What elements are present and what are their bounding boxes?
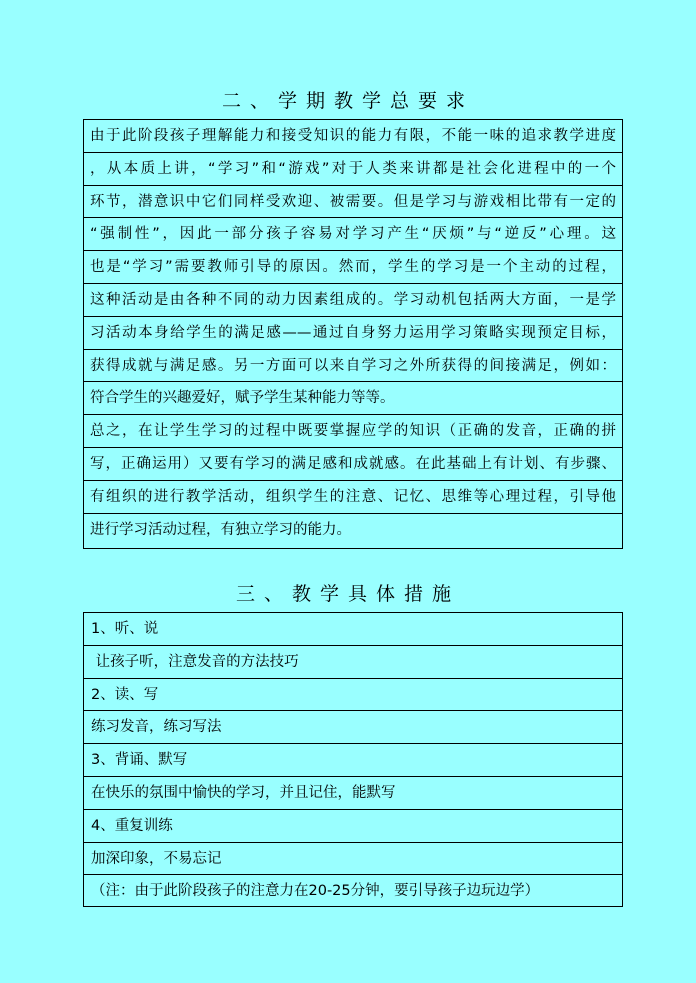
requirements-table <box>83 119 623 549</box>
measures-table <box>83 612 623 907</box>
text-line: 环节，潜意识中它们同样受欢迎、被需要。但是学习与游戏相比带有一定的 <box>84 186 622 219</box>
table-row: 2、读、写 <box>84 679 622 712</box>
table-row: 加深印象，不易忘记 <box>84 843 622 876</box>
text-line: 有组织的进行教学活动，组织学生的注意、记忆、思维等心理过程，引导他 <box>84 481 622 514</box>
table-row: 在快乐的氛围中愉快的学习，并且记住，能默写 <box>84 777 622 810</box>
table-row: 1、听、说 <box>84 613 622 646</box>
text-line: 进行学习活动过程，有独立学习的能力。 <box>90 521 351 538</box>
text-line: 写，正确运用）又要有学习的满足感和成就感。在此基础上有计划、有步骤、 <box>84 448 622 481</box>
text-line: 由于此阶段孩子理解能力和接受知识的能力有限，不能一味的追求教学进度 <box>84 120 622 153</box>
section-title-requirements: 二、学期教学总要求 <box>221 90 474 112</box>
table-row: 4、重复训练 <box>84 810 622 843</box>
text-line: 也是“学习”需要教师引导的原因。然而，学生的学习是一个主动的过程， <box>84 251 622 284</box>
text-line: 符合学生的兴趣爱好，赋予学生某种能力等等。 <box>84 382 622 415</box>
table-row: （注：由于此阶段孩子的注意力在20-25分钟，要引导孩子边玩边学） <box>91 883 540 900</box>
table-row: 让孩子听，注意发音的方法技巧 <box>84 646 622 679</box>
text-line: 总之，在让学生学习的过程中既要掌握应学的知识（正确的发音，正确的拼 <box>84 415 622 448</box>
text-line: “强制性”，因此一部分孩子容易对学习产生“厌烦”与“逆反”心理。这 <box>84 218 622 251</box>
table-row: 练习发音，练习写法 <box>84 711 622 744</box>
text-line: ，从本质上讲，“学习”和“游戏”对于人类来讲都是社会化进程中的一个 <box>84 153 622 186</box>
text-line: 习活动本身给学生的满足感——通过自身努力运用学习策略实现预定目标， <box>84 317 622 350</box>
text-line: 获得成就与满足感。另一方面可以来自学习之外所获得的间接满足，例如： <box>84 350 622 383</box>
table-row: 3、背诵、默写 <box>84 744 622 777</box>
text-line: 这种活动是由各种不同的动力因素组成的。学习动机包括两大方面，一是学 <box>84 284 622 317</box>
section-title-measures: 三、教学具体措施 <box>235 583 460 605</box>
